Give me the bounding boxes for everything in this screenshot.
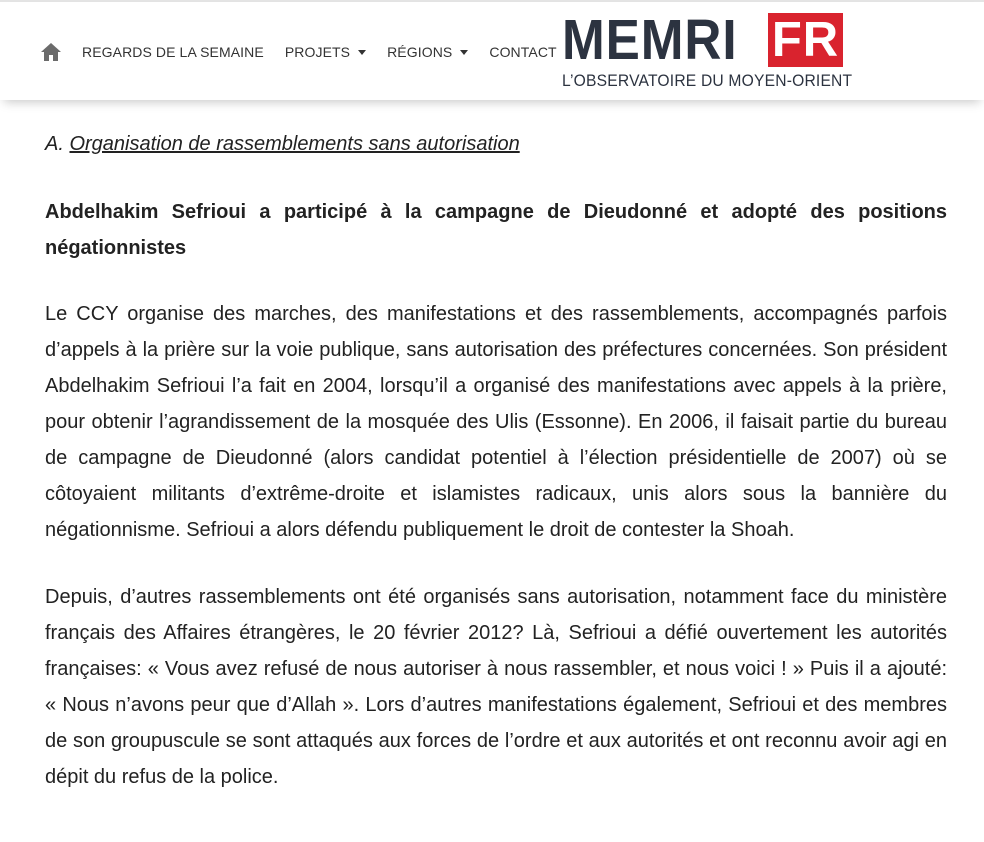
logo-badge: FR: [768, 13, 843, 67]
article-content: [45, 128, 947, 795]
nav-item-regards[interactable]: [82, 44, 264, 60]
section-prefix: A.: [45, 133, 64, 155]
nav-item-projets[interactable]: [285, 44, 366, 60]
main-nav: [40, 40, 557, 64]
nav-item-label: RÉGIONS: [387, 44, 453, 60]
article-paragraph: Le CCY organise des marches, des manifestations et des rassemblements, accompagnés parfois d’appels à la prière sur la voie publique, sans autorisation des préfectures concernées. Son président Abdelhakim Sefrioui l’a fait en 2004, lorsqu’il a organisé des manifestations avec appels à la prière, pour obtenir l’agrandissement de la mosquée des Ulis (Essonne). En 2006, il faisait partie du bureau de campagne de Dieudonné (alors candidat potentiel à l’élection présidentielle de 2007) où se côtoyaient militants d’extrême-droite et islamistes radicaux, unis alors sous la bannière du négationnisme. Sefrioui a alors défendu publiquement le droit de contester la Shoah.: [45, 303, 947, 541]
site-logo[interactable]: [562, 8, 853, 94]
article-title: Abdelhakim Sefrioui a participé à la campagne de Dieudonné et adopté des positions négationnistes: [45, 201, 947, 259]
site-header: [0, 2, 984, 100]
nav-item-contact[interactable]: [489, 44, 556, 60]
nav-item-label: CONTACT: [489, 44, 557, 60]
logo-tagline: L’OBSERVATOIRE DU MOYEN-ORIENT: [562, 71, 853, 90]
chevron-down-icon: [460, 50, 468, 55]
home-icon[interactable]: [40, 42, 62, 62]
logo-word: MEMRI: [562, 8, 738, 72]
nav-item-regions[interactable]: [387, 44, 468, 60]
article-paragraph: Depuis, d’autres rassemblements ont été organisés sans autorisation, notamment face du ministère français des Affaires étrangères, le 20 février 2012? Là, Sefrioui a défié ouvertement les autorités françaises: « Vous avez refusé de nous autoriser à nous rassembler, et nous voici ! » Puis il a ajouté: « Nous n’avons peur que d’Allah ». Lors d’autres manifestations également, Sefrioui et des membres de son groupuscule se sont attaqués aux forces de l’ordre et aux autorités et ont reconnu avoir agi en dépit du refus de la police.: [45, 586, 947, 788]
section-title: Organisation de rassemblements sans autorisation: [69, 133, 520, 155]
nav-item-label: REGARDS DE LA SEMAINE: [82, 44, 264, 60]
nav-item-label: PROJETS: [284, 44, 351, 60]
chevron-down-icon: [358, 50, 366, 55]
section-heading: [45, 128, 947, 160]
